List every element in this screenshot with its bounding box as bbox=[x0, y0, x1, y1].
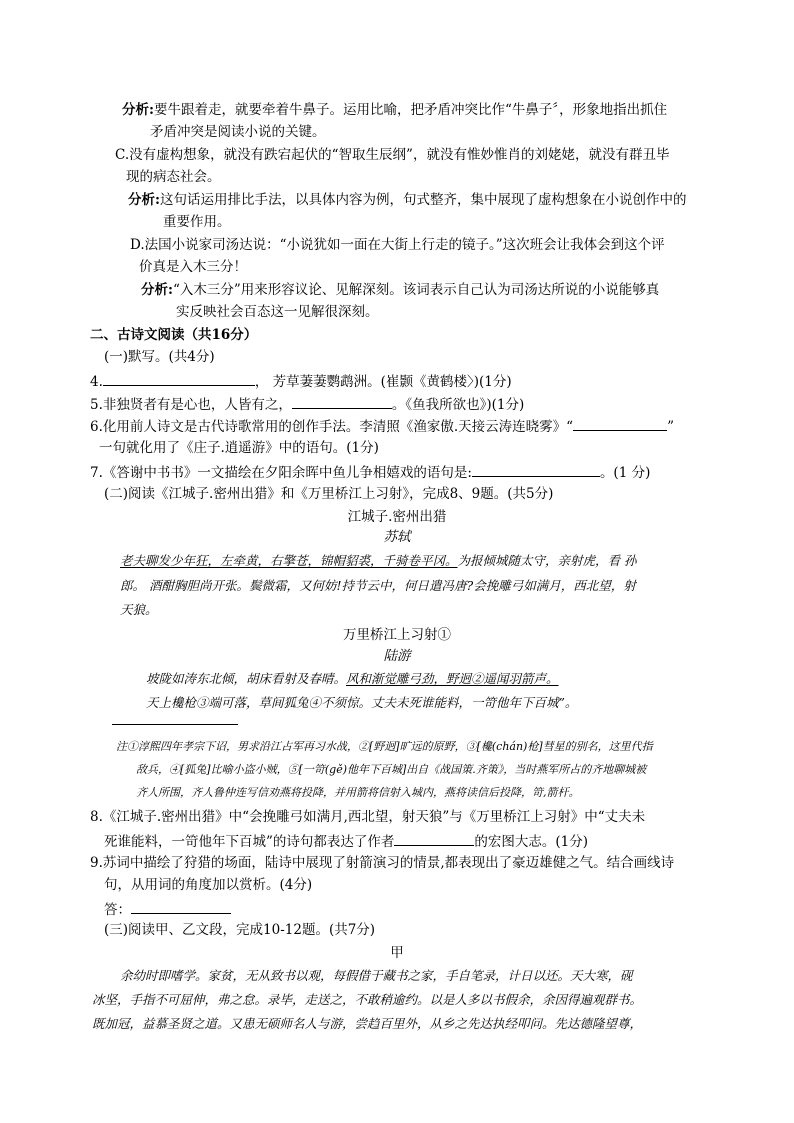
footnote-1: 注①淳熙四年孝宗下诏，男求沿江占军再习水战，②[野迥]旷远的原野，③[欃(chán)枪]彗星的别名，这里代指 bbox=[116, 740, 653, 753]
analysis-b-cont: 矛盾冲突是阅读小说的关键。 bbox=[150, 124, 326, 140]
footnote-divider bbox=[112, 724, 238, 725]
q6-text: 6.化用前人诗文是古代诗歌常用的创作手法。李清照《渔家傲.天接云涛连晓雾》“ bbox=[90, 419, 574, 435]
question-6-cont: 一句就化用了《庄子.逍遥游》中的语句。(1分) bbox=[99, 440, 379, 456]
poem2-line1 bbox=[146, 670, 559, 688]
question-4 bbox=[90, 371, 512, 391]
analysis-d-text: “入木三分”用来形容议论、见解深刻。该词表示自己认为司汤达所说的小说能够真 bbox=[172, 282, 660, 298]
poem1-author: 苏轼 bbox=[383, 529, 411, 545]
subsection-poems: (二)阅读《江城子.密州出猎》和《万里桥江上习射》，完成8、9题。(共5分) bbox=[104, 486, 554, 502]
passage-jia-label: 甲 bbox=[390, 945, 404, 961]
poem1-line1-rest: 为报倾城随太守，亲射虎，看 孙 bbox=[457, 553, 637, 568]
analysis-d bbox=[141, 281, 659, 299]
analysis-c-text: 这句话运用排比手法，以具体内容为例，句式整齐，集中展现了虚构想象在小说创作中的 bbox=[159, 192, 687, 208]
option-c: C.没有虚构想象，就没有跌宕起伏的“智取生辰纲”，就没有惟妙惟肖的刘姥姥，就没有群丑毕 bbox=[115, 147, 670, 163]
footnote-3: 齐人所围，齐人鲁仲连写信劝燕将投降，并用箭将信射入城内，燕将读信后投降，笴,箭杆。 bbox=[136, 786, 580, 799]
poem1-line1 bbox=[120, 552, 637, 570]
question-9: 9.苏词中描绘了狩猎的场面，陆诗中展现了射箭演习的情景,都表现出了豪迈雄健之气。结合画线诗 bbox=[90, 855, 675, 871]
q7-text: 7.《答谢中书书》一文描绘在夕阳余晖中鱼儿争相嬉戏的语句是: bbox=[90, 465, 472, 481]
passage-jia-line1: 余幼时即嗜学。家贫，无从致书以观，每假借于藏书之家，手自笔录，计日以还。天大寒，砚 bbox=[120, 968, 633, 983]
analysis-label: 分析: bbox=[122, 102, 154, 118]
subsection-prose: (三)阅读甲、乙文段，完成10-12题。(共7分) bbox=[104, 922, 376, 938]
footnote-2: 敌兵，④[狐兔]比喻小盗小贼，⑤[一笴(gě)他年下百城]出自《战国策.齐策》，当时燕军所占的齐地聊城被 bbox=[136, 763, 647, 776]
analysis-c-cont: 重要作用。 bbox=[163, 214, 231, 230]
q8-answer-blank[interactable] bbox=[394, 831, 474, 846]
section-heading: 二、古诗文阅读（共16分） bbox=[90, 327, 258, 343]
q7-tail: 。(1 分) bbox=[599, 465, 651, 481]
q5-text: 5.非独贤者有是心也，人皆有之， bbox=[90, 397, 292, 413]
passage-jia-line2: 冰坚，手指不可屈伸，弗之怠。录毕，走送之，不敢稍逾约。以是人多以书假余，余因得遍观群书。 bbox=[92, 992, 643, 1007]
q8-tail: 的宏图大志。(1分) bbox=[474, 834, 589, 850]
q6-answer-blank[interactable] bbox=[573, 416, 667, 431]
analysis-c bbox=[128, 191, 686, 209]
q7-answer-blank[interactable] bbox=[472, 462, 600, 477]
q6-quote-end: ” bbox=[667, 419, 674, 435]
option-c-cont: 现的病态社会。 bbox=[126, 169, 221, 185]
q4-answer-blank[interactable] bbox=[103, 371, 255, 386]
analysis-b bbox=[122, 101, 667, 119]
poem1-line3: 天狼。 bbox=[120, 602, 158, 617]
passage-jia-line3: 既加冠，益慕圣贤之道。又患无硕师名人与游，尝趋百里外，从乡之先达执经叩问。先达德隆望尊， bbox=[92, 1016, 643, 1031]
analysis-b-text: 要牛跟着走，就要牵着牛鼻子。运用比喻，把矛盾冲突比作“牛鼻子〞，形象地指出抓住 bbox=[153, 102, 668, 118]
poem2-underlined: 风和渐觉雕弓劲，野迥②遥闻羽箭声。 bbox=[346, 671, 559, 686]
question-9-cont: 句，从用词的角度加以赏析。(4分) bbox=[104, 877, 313, 893]
q5-tail: 。《鱼我所欲也》)(1分) bbox=[391, 397, 525, 413]
analysis-d-cont: 实反映社会百态这一见解很深刻。 bbox=[176, 304, 379, 320]
subsection-dictation: (一)默写。(共4分) bbox=[104, 349, 215, 365]
option-d: D.法国小说家司汤达说：“小说犹如一面在大街上行走的镜子。”这次班会让我体会到这个评 bbox=[130, 237, 665, 253]
poem2-title: 万里桥江上习射① bbox=[343, 627, 451, 643]
q8-text: 死谁能料，一笴他年下百城”的诗句都表达了作者 bbox=[104, 834, 395, 850]
analysis-label: 分析: bbox=[128, 192, 160, 208]
poem2-author: 陆游 bbox=[383, 648, 411, 664]
poem1-line2: 郎。 酒酣胸胆尚开张。鬓微霜，又何妨!持节云中，何日遣冯唐?会挽雕弓如满月，西北望，射 bbox=[120, 578, 636, 593]
answer-line bbox=[104, 899, 231, 919]
question-8-cont bbox=[104, 831, 588, 851]
question-5 bbox=[90, 394, 524, 414]
answer-label: 答： bbox=[104, 902, 131, 918]
analysis-label: 分析: bbox=[141, 282, 173, 298]
poem2-line2: 天上欃枪③端可落，草间狐兔④不须惊。丈夫未死谁能料，一笴他年下百城”。 bbox=[146, 695, 578, 710]
poem1-underlined: 老夫聊发少年狂，左牵黄，右擎苍，锦帽貂裘，千骑卷平冈。 bbox=[120, 553, 458, 568]
question-7 bbox=[90, 462, 650, 482]
q4-number: 4. bbox=[90, 374, 103, 390]
q4-text: ， 芳草萋萋鹦鹉洲。(崔颢《黄鹤楼〉)(1分) bbox=[254, 374, 512, 390]
q9-answer-blank[interactable] bbox=[131, 899, 231, 914]
question-8: 8.《江城子.密州出猎》中“会挽雕弓如满月,西北望，射天狼”与《万里桥江上习射》中“丈夫未 bbox=[90, 809, 646, 825]
option-d-cont: 价真是入木三分！ bbox=[139, 259, 247, 275]
question-6 bbox=[90, 416, 674, 436]
poem2-line1-a: 坡陇如涛东北倾，胡床看射及春晴。 bbox=[146, 671, 347, 686]
poem1-title: 江城子.密州出猎 bbox=[347, 509, 447, 525]
q5-answer-blank[interactable] bbox=[292, 394, 392, 409]
